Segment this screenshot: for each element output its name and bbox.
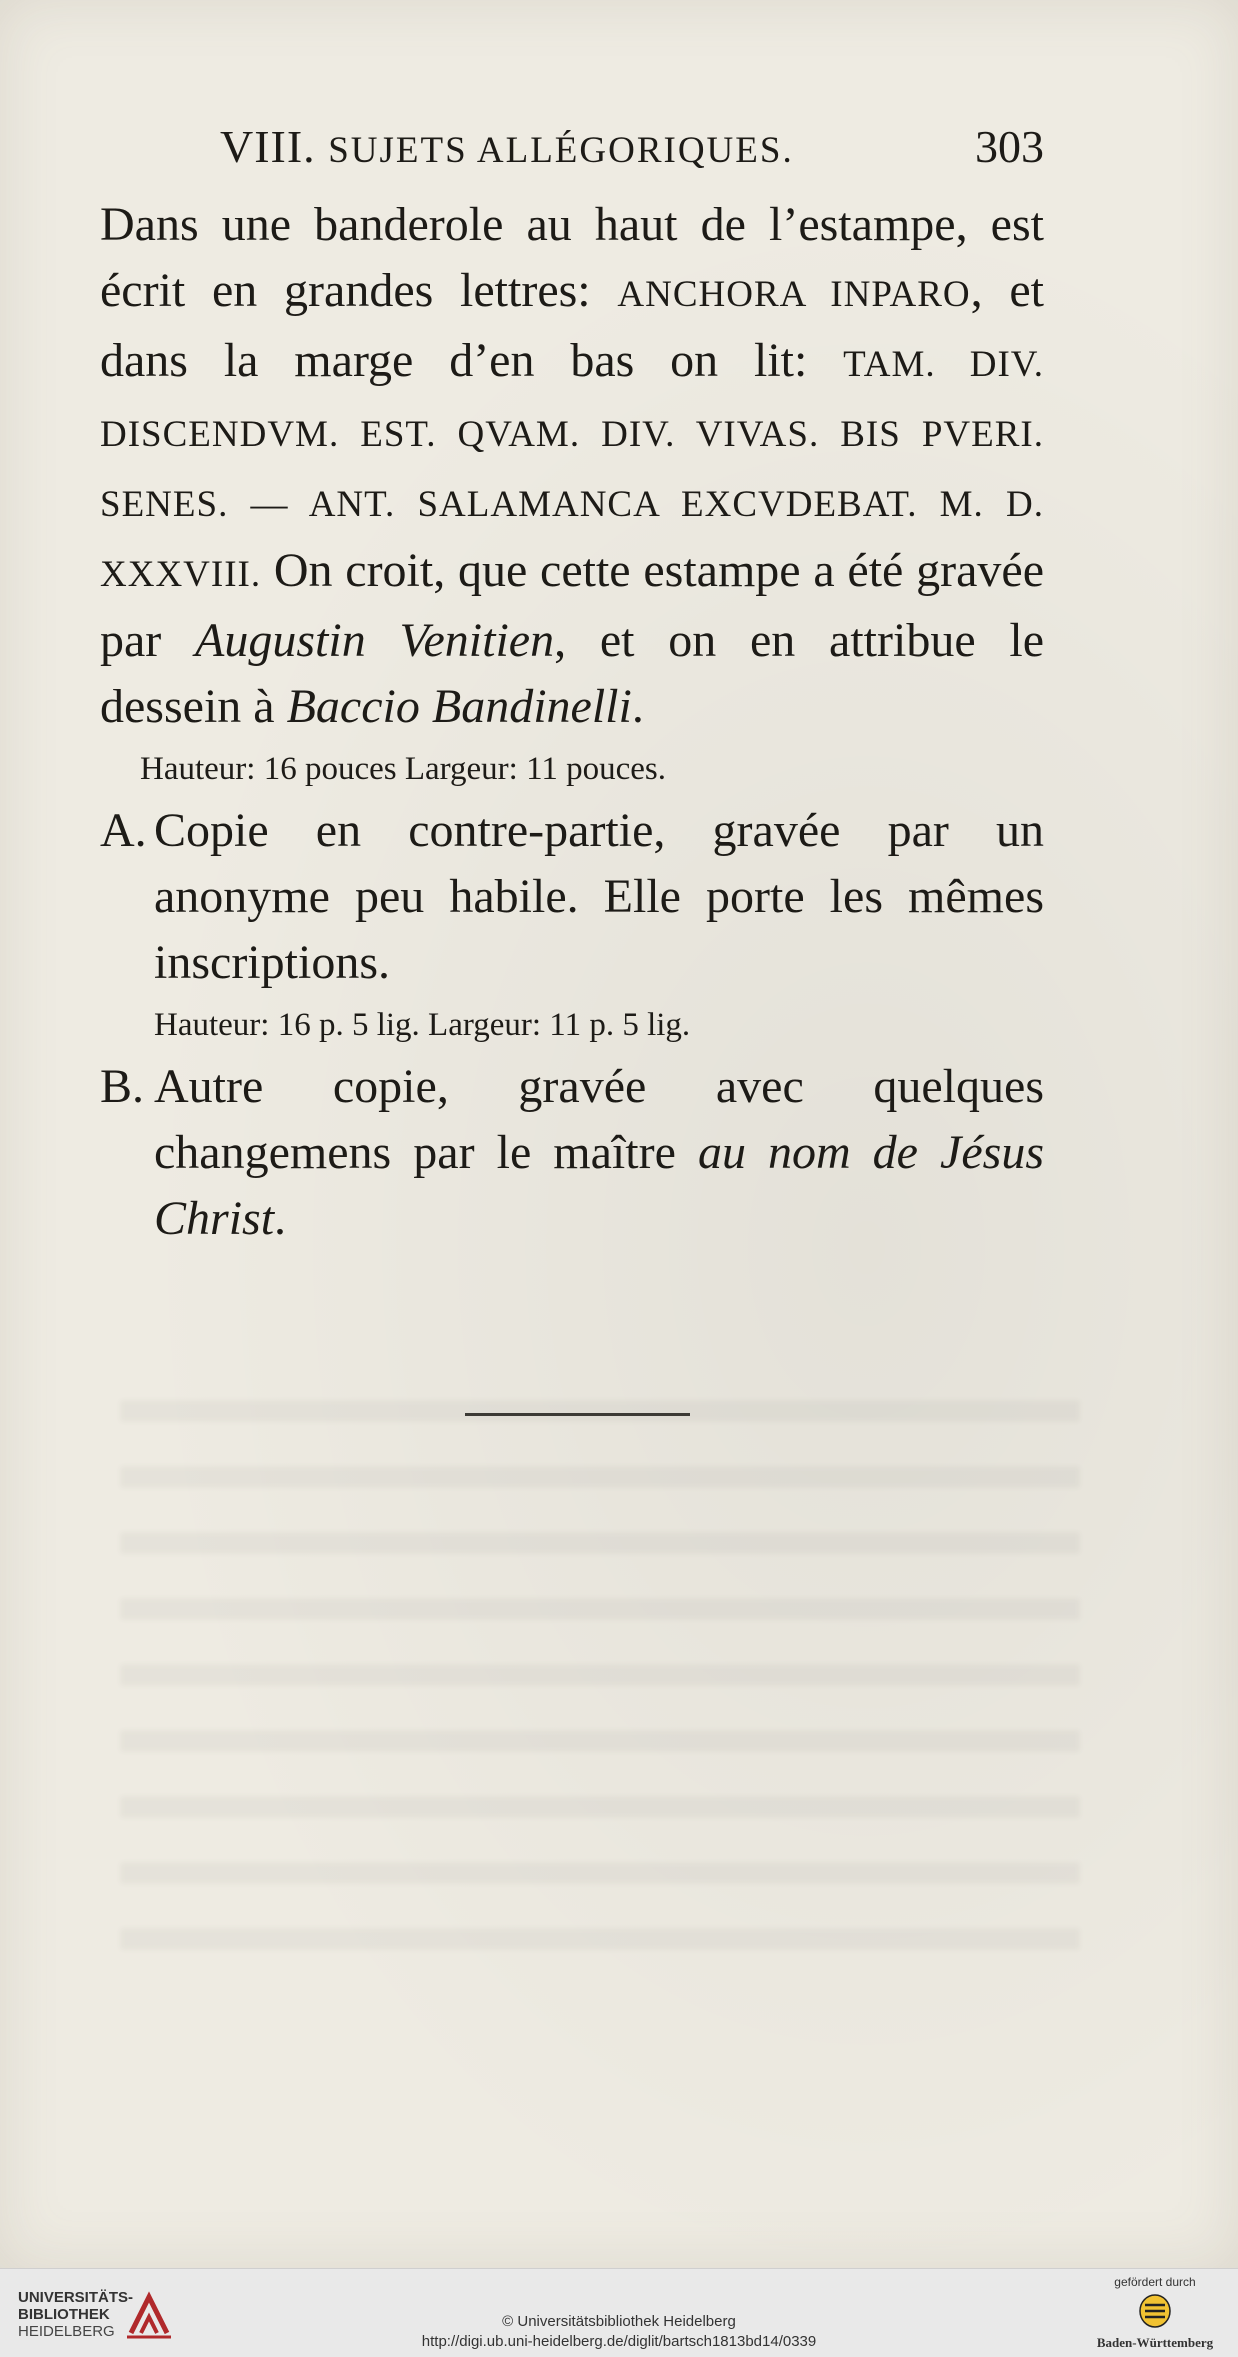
entry-b-marker: B. bbox=[100, 1060, 145, 1113]
paragraph-text: , et dans la marge d’en bas on lit: bbox=[100, 264, 1045, 387]
entry-b bbox=[100, 1054, 1044, 1252]
library-name-line3: HEIDELBERG bbox=[18, 2323, 115, 2340]
show-through-text bbox=[120, 1400, 1080, 1980]
dimensions-main: Hauteur: 16 pouces Largeur: 11 pouces. bbox=[140, 751, 667, 787]
inscription-margin: TAM. DIV. DISCENDVM. EST. QVAM. DIV. VIVAS. BIS PVERI. SENES. — ANT. SALAMANCA EXCVDEBAT. M. D. XXXVIII. bbox=[100, 344, 1044, 595]
entry-a-text: Copie en contre-partie, gravée par un anonyme peu habile. Elle porte les mêmes inscriptions. bbox=[154, 804, 1044, 989]
viewer-footer bbox=[0, 2268, 1238, 2357]
inscription-anchora: ANCHORA INPARO bbox=[617, 274, 971, 315]
copyright-text: © Universitätsbibliothek Heidelberg bbox=[502, 2313, 736, 2330]
entry-a-dimensions: Hauteur: 16 p. 5 lig. Largeur: 11 p. 5 lig. bbox=[154, 1007, 691, 1043]
paragraph-text: On croit, que cette estampe a été gravée par bbox=[100, 544, 1044, 667]
paragraph-text: Dans une banderole au haut de l’estampe, est écrit en grandes lettres: bbox=[100, 198, 1044, 317]
state-seal-icon bbox=[1138, 2293, 1172, 2329]
header-section: VIII. bbox=[220, 121, 316, 172]
page-text bbox=[100, 120, 1044, 1252]
paragraph-text: . bbox=[631, 680, 644, 733]
entry-b-italic: au nom de Jésus Christ bbox=[154, 1126, 1045, 1245]
sponsor-label: gefördert durch bbox=[1114, 2275, 1196, 2289]
entry-a-marker: A. bbox=[100, 804, 147, 857]
entry-b-text: Autre copie, gravée avec quelques changemens par le maître bbox=[154, 1060, 1044, 1179]
running-header bbox=[100, 120, 1044, 192]
entry-a bbox=[100, 798, 1044, 996]
sponsor-block bbox=[1090, 2275, 1220, 2351]
library-name-line2: BIBLIOTHEK bbox=[18, 2306, 110, 2323]
entry-b-end: . bbox=[274, 1192, 287, 1245]
entry-b-body bbox=[154, 1054, 1044, 1252]
sponsor-name: Baden-Württemberg bbox=[1096, 2335, 1214, 2350]
designer-name: Baccio Bandinelli bbox=[286, 680, 632, 733]
paragraph-main bbox=[100, 192, 1044, 740]
section-rule bbox=[465, 1413, 690, 1416]
library-name-line1: UNIVERSITÄTS- bbox=[18, 2289, 134, 2306]
permalink[interactable]: http://digi.ub.uni-heidelberg.de/diglit/bartsch1813bd14/0339 bbox=[421, 2333, 817, 2350]
paragraph-text: , et on en attribue le dessein à bbox=[100, 614, 1045, 733]
header-title-text: SUJETS ALLÉGORIQUES. bbox=[328, 130, 794, 171]
engraver-name: Augustin Venitien bbox=[195, 614, 555, 667]
page-number: 303 bbox=[975, 121, 1044, 172]
header-title bbox=[220, 120, 794, 173]
